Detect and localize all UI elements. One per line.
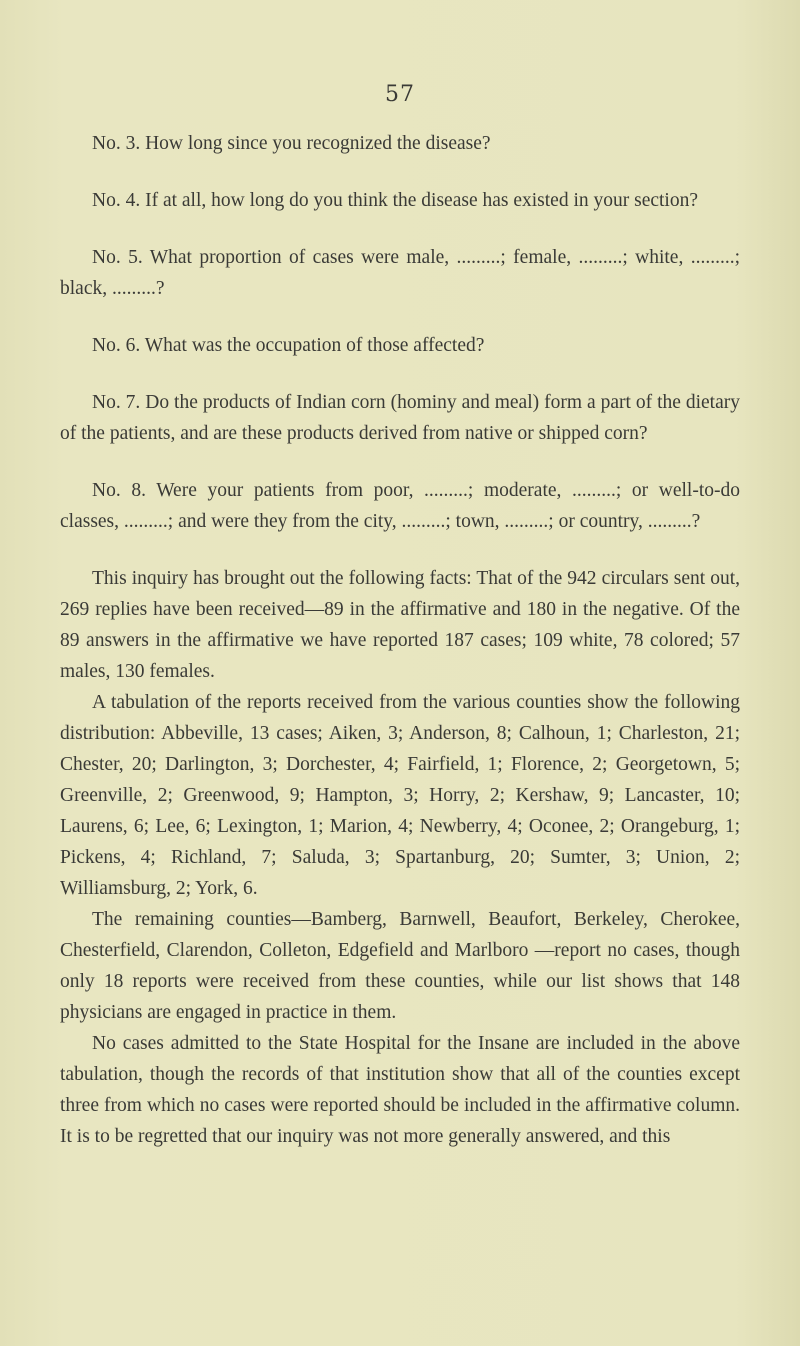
paragraph-remaining-counties: The remaining counties—Bamberg, Barnwell, Beaufort, Berkeley, Cherokee, Chesterfield, Clarendon, Colleton, Edgefield and Marlboro —report no cases, though only 18 reports were received from these counties, while our list shows that 148 physicians are engaged in practice in them.: [60, 909, 740, 1023]
question-6: No. 6. What was the occupation of those affected?: [92, 335, 485, 356]
paragraph-inquiry-facts: This inquiry has brought out the following facts: That of the 942 circulars sent out, 269 replies have been received—89 in the affirmative and 180 in the negative. Of the 89 answers in the affirmative we have reported 187 cases; 109 white, 78 colored; 57 males, 130 females.: [60, 568, 740, 682]
page-number: 57: [385, 82, 415, 107]
paragraph-county-tabulation: A tabulation of the reports received from the various counties show the following distribution: Abbeville, 13 cases; Aiken, 3; Anderson, 8; Calhoun, 1; Charleston, 21; Chester, 20; Darlington, 3; Dorchester, 4; Fairfield, 1; Florence, 2; Georgetown, 5; Greenville, 2; Greenwood, 9; Hampton, 3; Horry, 2; Kershaw, 9; Lancaster, 10; Laurens, 6; Lee, 6; Lexington, 1; Marion, 4; Newberry, 4; Oconee, 2; Orangeburg, 1; Pickens, 4; Richland, 7; Saluda, 3; Spartanburg, 20; Sumter, 3; Union, 2; Williamsburg, 2; York, 6.: [60, 692, 740, 899]
body-text: [60, 128, 740, 1152]
paragraph-state-hospital: No cases admitted to the State Hospital for the Insane are included in the above tabulation, though the records of that institution show that all of the counties except three from which no cases were reported should be included in the affirmative column. It is to be regretted that our inquiry was not more generally answered, and this: [60, 1033, 740, 1147]
question-3: No. 3. How long since you recognized the disease?: [92, 133, 491, 154]
question-8: No. 8. Were your patients from poor, .........; moderate, .........; or well-to-do classes, .........; and were they from the city, .........; town, .........; or country, .........?: [60, 480, 740, 532]
question-7: No. 7. Do the products of Indian corn (hominy and meal) form a part of the dietary of the patients, and are these products derived from native or shipped corn?: [60, 392, 740, 444]
question-5: No. 5. What proportion of cases were male, .........; female, .........; white, .........; black, .........?: [60, 247, 740, 299]
question-4: No. 4. If at all, how long do you think the disease has existed in your section?: [92, 190, 699, 211]
